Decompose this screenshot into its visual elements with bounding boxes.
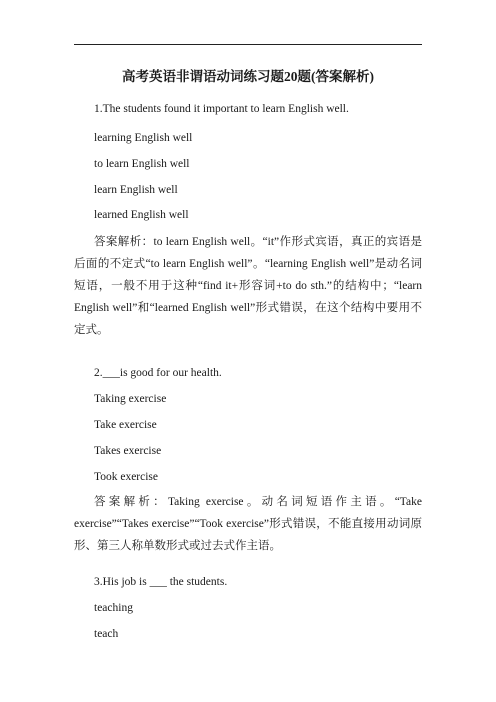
question-2-option-a: Taking exercise [94,393,167,405]
question-2-explanation [74,491,422,557]
explanation-line: 后面的不定式“to learn English well”。“learning English well”是动名词 [74,258,422,270]
question-2-option-d: Took exercise [94,471,159,483]
explanation-line: exercise”“Takes exercise”“Took exercise”形式错误，不能直接用动词原 [74,518,422,530]
question-1-option-a: learning English well [94,132,193,144]
explanation-line: 答案解析：Taking exercise。动名词短语作主语。“Take [94,496,422,508]
header-rule [74,44,422,45]
question-3-stem: 3.His job is ___ the students. [94,576,228,588]
question-3-option-b: teach [94,628,119,640]
question-1-option-c: learn English well [94,184,178,196]
page-title: 高考英语非谓语动词练习题20题(答案解析) [122,69,374,84]
question-1-option-d: learned English well [94,209,189,221]
explanation-line: English well”和“learned English well”形式错误，在这个结构中要用不 [74,302,422,314]
question-1-option-b: to learn English well [94,158,190,170]
explanation-line: 形、第三人称单数形式或过去式作主语。 [74,540,281,552]
question-3-option-a: teaching [94,602,133,614]
question-2-stem: 2.___is good for our health. [94,367,222,379]
explanation-line: 答案解析：to learn English well。“it”作形式宾语，真正的宾语是 [94,236,422,248]
question-2-option-c: Takes exercise [94,445,162,457]
explanation-line: 定式。 [74,324,109,336]
question-1-explanation [74,231,422,341]
question-1-stem: 1.The students found it important to learn English well. [94,103,349,115]
explanation-line: 短语，一般不用于这种“find it+形容词+to do sth.”的结构中；“learn [74,280,422,292]
question-2-option-b: Take exercise [94,419,157,431]
